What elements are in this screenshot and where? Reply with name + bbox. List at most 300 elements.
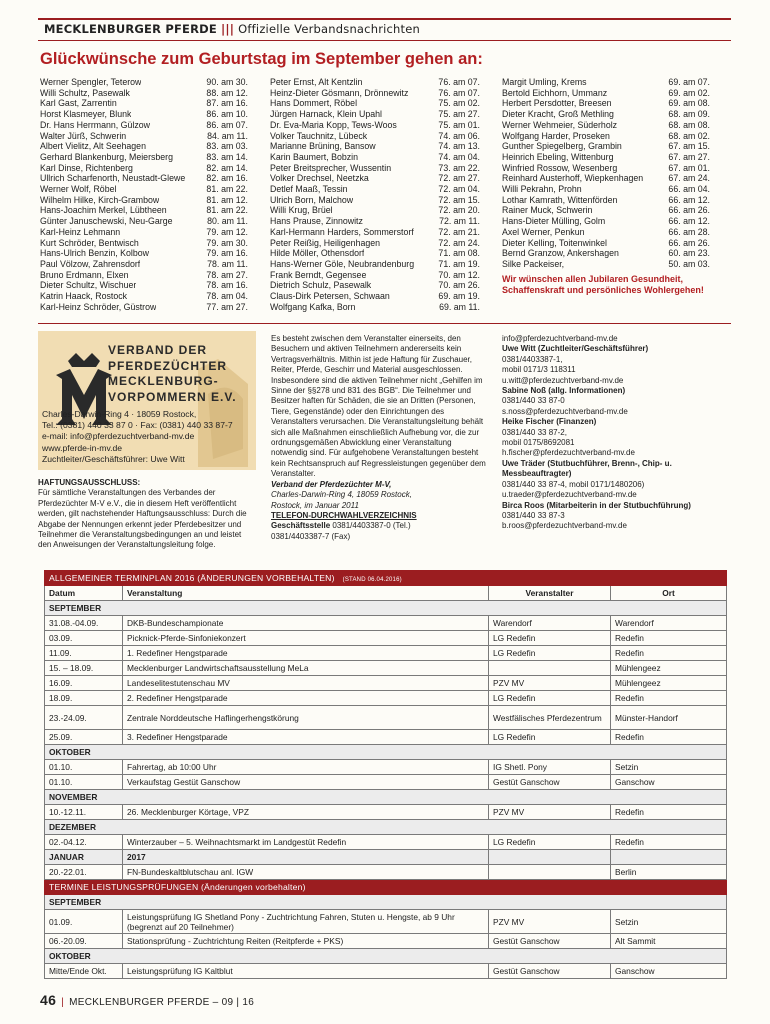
birthday-entry bbox=[270, 184, 480, 195]
event-location: Münster-Handorf bbox=[611, 706, 727, 730]
birthday-name: Albert Vielitz, Alt Seehagen bbox=[40, 141, 146, 152]
event-name: FN-Bundeskaltblutschau anl. IGW bbox=[123, 865, 489, 880]
birthday-age-date: 81. am 12. bbox=[206, 194, 248, 205]
event-organizer: PZV MV bbox=[489, 676, 611, 691]
birthday-entry bbox=[502, 259, 710, 270]
contact-phone: mobil 0175/8692081 bbox=[502, 438, 575, 448]
association-email[interactable]: e-mail: info@pferdezuchtverband-mv.de bbox=[42, 431, 195, 442]
event-location: Ganschow bbox=[611, 964, 727, 979]
event-date: 25.09. bbox=[45, 730, 123, 745]
birthday-age-date: 69. am 19. bbox=[438, 291, 480, 302]
event-date: 20.-22.01. bbox=[45, 865, 123, 880]
event-name: Zentrale Norddeutsche Haflingerhengstkörung bbox=[123, 706, 489, 730]
event-name: 3. Redefiner Hengstparade bbox=[123, 730, 489, 745]
birthday-age-date: 72. am 15. bbox=[438, 194, 480, 205]
birthday-name: Claus-Dirk Petersen, Schwaan bbox=[270, 291, 390, 302]
event-organizer: PZV MV bbox=[489, 805, 611, 820]
birthday-age-date: 70. am 26. bbox=[438, 280, 480, 291]
contact-list bbox=[502, 334, 730, 532]
birthday-entry bbox=[270, 163, 480, 174]
month-label: SEPTEMBER bbox=[45, 895, 727, 910]
birthday-name: Karl Gast, Zarrentin bbox=[40, 98, 117, 109]
contact-email[interactable]: b.roos@pferdezuchtverband-mv.de bbox=[502, 521, 627, 531]
birthday-name: Hans-Ulrich Benzin, Kolbow bbox=[40, 248, 150, 259]
month-row bbox=[45, 601, 727, 616]
event-location: Alt Sammit bbox=[611, 934, 727, 949]
event-location: Redefin bbox=[611, 835, 727, 850]
event-location: Warendorf bbox=[611, 616, 727, 631]
birthday-name: Wolfgang Kafka, Born bbox=[270, 301, 356, 312]
table-row bbox=[45, 730, 727, 745]
birthday-name: Peter Ernst, Alt Kentzlin bbox=[270, 77, 363, 87]
month-row bbox=[45, 745, 727, 760]
birthday-age-date: 90. am 30. bbox=[206, 77, 248, 87]
schedule-banner-text: ALLGEMEINER TERMINPLAN 2016 (ÄNDERUNGEN VORBEHALTEN) bbox=[49, 573, 335, 583]
birthday-name: Heinz-Dieter Gösmann, Drönnewitz bbox=[270, 87, 409, 98]
contact-phone: 0381/440 33 87-2, bbox=[502, 427, 567, 437]
birthday-entry bbox=[502, 131, 710, 142]
birthday-column-2 bbox=[270, 77, 480, 312]
event-date: 31.08.-04.09. bbox=[45, 616, 123, 631]
birthday-name: Bertold Eichhorn, Ummanz bbox=[502, 87, 608, 98]
association-name bbox=[108, 343, 237, 405]
liability-continued bbox=[271, 334, 489, 542]
contact-person: Heike Fischer (Finanzen) bbox=[502, 417, 597, 427]
birthday-age-date: 68. am 02. bbox=[668, 130, 710, 141]
table-row bbox=[45, 676, 727, 691]
magazine-name: MECKLENBURGER PFERDE bbox=[44, 22, 217, 36]
birthday-name: Hans Dommert, Röbel bbox=[270, 98, 358, 109]
birthday-entry bbox=[270, 259, 480, 270]
birthday-name: Jürgen Harnack, Klein Upahl bbox=[270, 109, 382, 120]
event-name: Stationsprüfung - Zuchtrichtung Reiten (Reitpferde + PKS) bbox=[123, 934, 489, 949]
birthday-name: Hans-Dieter Mülling, Golm bbox=[502, 216, 606, 227]
birthday-name: Willi Pekrahn, Prohn bbox=[502, 184, 582, 195]
birthday-entry bbox=[270, 227, 480, 238]
contact-email[interactable]: info@pferdezuchtverband-mv.de bbox=[502, 334, 618, 343]
month-label: SEPTEMBER bbox=[45, 601, 727, 616]
event-location: Mühlengeez bbox=[611, 661, 727, 676]
table-row bbox=[45, 865, 727, 880]
birthday-age-date: 76. am 07. bbox=[438, 87, 480, 98]
birthday-age-date: 66. am 12. bbox=[668, 194, 710, 205]
birthday-name: Werner Wolf, Röbel bbox=[40, 184, 117, 195]
contact-person: Birca Roos (Mitarbeiterin in der Stutbuchführung) bbox=[502, 500, 691, 510]
event-schedule bbox=[44, 570, 726, 979]
event-date: 23.-24.09. bbox=[45, 706, 123, 730]
contact-person: Sabine Noß (allg. Informationen) bbox=[502, 386, 626, 396]
birthday-entry bbox=[40, 259, 248, 270]
birthday-age-date: 77. am 27. bbox=[206, 301, 248, 312]
association-phone: Tel.: (0381) 440 33 87 0 · Fax: (0381) 440 33 87-7 bbox=[42, 420, 233, 431]
event-date: 01.09. bbox=[45, 910, 123, 934]
liability-signature-address: Charles-Darwin-Ring 4, 18059 Rostock, bbox=[271, 490, 412, 500]
birthday-entry bbox=[270, 98, 480, 109]
section-name: Offizielle Verbandsnachrichten bbox=[238, 22, 421, 36]
association-name-line: VORPOMMERN E.V. bbox=[108, 389, 237, 404]
birthday-age-date: 79. am 16. bbox=[206, 248, 248, 259]
month-row bbox=[45, 895, 727, 910]
association-manager: Zuchtleiter/Geschäftsführer: Uwe Witt bbox=[42, 453, 185, 464]
birthday-age-date: 67. am 27. bbox=[668, 151, 710, 162]
schedule-banner bbox=[45, 571, 727, 586]
phone-directory-title: TELEFON-DURCHWAHLVERZEICHNIS bbox=[271, 510, 417, 520]
month-row bbox=[45, 790, 727, 805]
birthday-entry bbox=[40, 120, 248, 131]
birthday-entry bbox=[270, 77, 480, 88]
birthday-age-date: 82. am 16. bbox=[206, 173, 248, 184]
header-rule-bottom bbox=[38, 40, 731, 41]
event-name: Winterzauber – 5. Weihnachtsmarkt im Landgestüt Redefin bbox=[123, 835, 489, 850]
birthday-name: Walter Jürß, Schwerin bbox=[40, 130, 127, 141]
birthday-name: Wolfgang Harder, Proseken bbox=[502, 130, 610, 141]
birthday-name: Karl-Hermann Harders, Sommerstorf bbox=[270, 226, 414, 237]
table-row bbox=[45, 835, 727, 850]
event-organizer: Gestüt Ganschow bbox=[489, 934, 611, 949]
birthday-wish: Wir wünschen allen Jubilaren Gesundheit, Schaffenskraft und persönliches Wohlergehen! bbox=[502, 273, 704, 295]
event-date: 02.-04.12. bbox=[45, 835, 123, 850]
event-table bbox=[44, 570, 727, 979]
contact-email[interactable]: h.fischer@pferdezuchtverband-mv.de bbox=[502, 448, 635, 458]
birthday-name: Volker Tauchnitz, Lübeck bbox=[270, 130, 368, 141]
birthday-entry bbox=[502, 173, 710, 184]
birthday-name: Heinrich Ebeling, Wittenburg bbox=[502, 151, 614, 162]
event-name: Leistungsprüfung IG Kaltblut bbox=[123, 964, 489, 979]
birthday-age-date: 74. am 06. bbox=[438, 130, 480, 141]
liability-signature-date: Rostock, im Januar 2011 bbox=[271, 500, 359, 510]
birthday-name: Dr. Eva-Maria Kopp, Tews-Woos bbox=[270, 119, 397, 130]
birthday-name: Volker Drechsel, Neetzka bbox=[270, 173, 369, 184]
event-name: Picknick-Pferde-Sinfoniekonzert bbox=[123, 631, 489, 646]
birthday-name: Lothar Kamrath, Wittenförden bbox=[502, 194, 618, 205]
birthday-name: Dietrich Schulz, Pasewalk bbox=[270, 280, 372, 291]
birthday-entry bbox=[502, 120, 710, 131]
birthday-name: Karl-Heinz Lehmann bbox=[40, 226, 121, 237]
birthday-name: Detlef Maaß, Tessin bbox=[270, 184, 348, 195]
table-row bbox=[45, 805, 727, 820]
birthday-name: Hilde Möller, Othensdorf bbox=[270, 248, 365, 259]
birthday-title: Glückwünsche zum Geburtstag im September gehen an: bbox=[40, 50, 483, 68]
birthday-name: Hans-Joachim Merkel, Lübtheen bbox=[40, 205, 167, 216]
contact-phone: 0381/4403387-1, bbox=[502, 354, 563, 364]
month-label: JANUAR bbox=[45, 850, 123, 865]
birthday-entry bbox=[270, 131, 480, 142]
birthday-name: Willi Krug, Brüel bbox=[270, 205, 333, 216]
event-organizer: IG Shetl. Pony bbox=[489, 760, 611, 775]
birthday-age-date: 75. am 01. bbox=[438, 119, 480, 130]
birthday-name: Wilhelm Hilke, Kirch-Grambow bbox=[40, 194, 160, 205]
birthday-age-date: 83. am 03. bbox=[206, 141, 248, 152]
birthday-name: Dieter Schultz, Wischuer bbox=[40, 280, 137, 291]
contact-email[interactable]: u.witt@pferdezuchtverband-mv.de bbox=[502, 375, 624, 385]
birthday-age-date: 74. am 04. bbox=[438, 151, 480, 162]
birthday-entry bbox=[270, 109, 480, 120]
birthday-column-1 bbox=[40, 77, 248, 312]
birthday-entry bbox=[502, 77, 710, 88]
table-row bbox=[45, 775, 727, 790]
birthday-entry bbox=[40, 184, 248, 195]
birthday-age-date: 78. am 27. bbox=[206, 269, 248, 280]
birthday-name: Werner Spengler, Teterow bbox=[40, 77, 142, 87]
event-organizer: Gestüt Ganschow bbox=[489, 775, 611, 790]
event-location: Redefin bbox=[611, 730, 727, 745]
birthday-name: Hans-Werner Göle, Neubrandenburg bbox=[270, 258, 415, 269]
liability-text: Für sämtliche Veranstaltungen des Verbandes der Pferdezüchter M-V e.V., die in diesem Heft veröffentlicht werden, gilt nachstehender Haftungsausschluss: Durch die Abgabe der Nennungen erkennt jeder Pferdebesitzer und Teilnehmer die Veranstaltungsbedingungen an und leistet den Anweisungen der Veranstaltungsleitung folge. bbox=[38, 488, 247, 550]
birthday-entry bbox=[40, 291, 248, 302]
birthday-entry bbox=[502, 216, 710, 227]
birthday-entry bbox=[270, 270, 480, 281]
birthday-entry bbox=[270, 280, 480, 291]
birthday-entry bbox=[40, 195, 248, 206]
birthday-name: Ulrich Born, Malchow bbox=[270, 194, 354, 205]
birthday-entry bbox=[40, 163, 248, 174]
association-website[interactable]: www.pferde-in-mv.de bbox=[42, 442, 123, 453]
footer-text: MECKLENBURGER PFERDE – 09 | 16 bbox=[69, 997, 255, 1008]
birthday-name: Herbert Persdotter, Breesen bbox=[502, 98, 612, 109]
contact-email[interactable]: u.traeder@pferdezuchtverband-mv.de bbox=[502, 490, 637, 500]
birthday-name: Marianne Brüning, Bansow bbox=[270, 141, 376, 152]
birthday-age-date: 73. am 22. bbox=[438, 162, 480, 173]
birthday-entry bbox=[40, 238, 248, 249]
event-organizer: LG Redefin bbox=[489, 730, 611, 745]
event-organizer: Westfälisches Pferdezentrum bbox=[489, 706, 611, 730]
table-row bbox=[45, 691, 727, 706]
event-location: Redefin bbox=[611, 805, 727, 820]
birthday-entry bbox=[270, 141, 480, 152]
event-date: 11.09. bbox=[45, 646, 123, 661]
birthday-age-date: 66. am 28. bbox=[668, 226, 710, 237]
liability-signature: Verband der Pferdezüchter M-V, bbox=[271, 479, 392, 489]
event-organizer bbox=[489, 865, 611, 880]
event-location: Redefin bbox=[611, 631, 727, 646]
birthday-entry bbox=[502, 163, 710, 174]
event-location: Redefin bbox=[611, 691, 727, 706]
contact-phone: 0381/440 33 87-0 bbox=[502, 396, 565, 406]
phone-directory-office-label: Geschäftsstelle bbox=[271, 521, 331, 531]
event-name: DKB-Bundeschampionate bbox=[123, 616, 489, 631]
birthday-entry bbox=[270, 120, 480, 131]
birthday-name: Reinhard Austerhoff, Wiepkenhagen bbox=[502, 173, 644, 184]
birthday-age-date: 71. am 19. bbox=[438, 258, 480, 269]
birthday-entry bbox=[40, 280, 248, 291]
association-name-line: PFERDEZÜCHTER bbox=[108, 358, 228, 373]
birthday-age-date: 72. am 11. bbox=[439, 216, 480, 227]
contact-email[interactable]: s.noss@pferdezuchtverband-mv.de bbox=[502, 406, 628, 416]
birthday-age-date: 72. am 27. bbox=[438, 173, 480, 184]
event-organizer: LG Redefin bbox=[489, 631, 611, 646]
event-location: Mühlengeez bbox=[611, 676, 727, 691]
birthday-name: Gunther Spiegelberg, Grambin bbox=[502, 141, 622, 152]
birthday-age-date: 60. am 23. bbox=[668, 248, 710, 259]
birthday-name: Margit Umling, Krems bbox=[502, 77, 587, 87]
event-organizer bbox=[489, 661, 611, 676]
birthday-entry bbox=[40, 173, 248, 184]
column-header-date: Datum bbox=[45, 586, 123, 601]
contact-person: Uwe Witt (Zuchtleiter/Geschäftsführer) bbox=[502, 344, 649, 354]
page-number: 46 bbox=[40, 992, 57, 1008]
birthday-column-3 bbox=[502, 77, 710, 296]
section-divider bbox=[38, 323, 731, 324]
event-name: Leistungsprüfung IG Shetland Pony - Zuchtrichtung Fahren, Stuten u. Hengste, ab 9 Uhr (begrenzt auf 20 Teilnehmer) bbox=[123, 910, 489, 934]
empty-cell bbox=[489, 850, 611, 865]
table-row bbox=[45, 910, 727, 934]
association-name-line: VERBAND DER bbox=[108, 343, 208, 357]
column-header-location: Ort bbox=[611, 586, 727, 601]
birthday-entry bbox=[40, 302, 248, 313]
event-name: Fahrertag, ab 10:00 Uhr bbox=[123, 760, 489, 775]
birthday-entry bbox=[502, 238, 710, 249]
birthday-entry bbox=[40, 248, 248, 259]
birthday-age-date: 69. am 02. bbox=[668, 87, 710, 98]
birthday-age-date: 67. am 24. bbox=[668, 173, 710, 184]
table-row bbox=[45, 661, 727, 676]
association-address: Charles-Darwin-Ring 4 · 18059 Rostock, bbox=[42, 409, 197, 419]
birthday-age-date: 87. am 16. bbox=[206, 98, 248, 109]
birthday-age-date: 86. am 07. bbox=[206, 119, 248, 130]
birthday-entry bbox=[270, 216, 480, 227]
phone-directory-fax: 0381/4403387-7 (Fax) bbox=[271, 531, 351, 541]
birthday-entry bbox=[270, 152, 480, 163]
birthday-age-date: 69. am 07. bbox=[668, 77, 710, 87]
birthday-name: Rainer Muck, Schwerin bbox=[502, 205, 593, 216]
birthday-name: Dieter Kracht, Groß Methling bbox=[502, 109, 614, 120]
page-header bbox=[0, 0, 770, 44]
contact-phone: mobil 0171/3 118311 bbox=[502, 365, 576, 375]
birthday-age-date: 72. am 24. bbox=[438, 237, 480, 248]
birthday-name: Werner Wehmeier, Süderholz bbox=[502, 119, 618, 130]
event-name: Landeselitestutenschau MV bbox=[123, 676, 489, 691]
birthday-name: Dr. Hans Herrmann, Gülzow bbox=[40, 119, 150, 130]
contact-phone: 0381/440 33 87-4, mobil 0171/1480206) bbox=[502, 479, 645, 489]
event-name: Mecklenburger Landwirtschaftsausstellung MeLa bbox=[123, 661, 489, 676]
birthday-age-date: 71. am 08. bbox=[438, 248, 480, 259]
event-name: 2. Redefiner Hengstparade bbox=[123, 691, 489, 706]
event-date: 10.-12.11. bbox=[45, 805, 123, 820]
event-date: 03.09. bbox=[45, 631, 123, 646]
event-date: 06.-20.09. bbox=[45, 934, 123, 949]
table-row bbox=[45, 760, 727, 775]
birthday-entry bbox=[502, 227, 710, 238]
birthday-entry bbox=[270, 302, 480, 313]
birthday-entry bbox=[502, 109, 710, 120]
birthday-name: Günter Januschewski, Neu-Garge bbox=[40, 216, 173, 227]
birthday-age-date: 72. am 21. bbox=[438, 226, 480, 237]
birthday-name: Silke Packeiser, bbox=[502, 258, 565, 269]
header-rule bbox=[38, 18, 731, 20]
table-row bbox=[45, 706, 727, 730]
birthday-entry bbox=[270, 238, 480, 249]
month-label: OKTOBER bbox=[45, 745, 727, 760]
birthday-age-date: 50. am 03. bbox=[668, 258, 710, 269]
birthday-age-date: 66. am 12. bbox=[668, 216, 710, 227]
birthday-age-date: 74. am 13. bbox=[438, 141, 480, 152]
birthday-age-date: 84. am 11. bbox=[207, 130, 248, 141]
birthday-age-date: 78. am 04. bbox=[206, 291, 248, 302]
birthday-age-date: 66. am 26. bbox=[668, 237, 710, 248]
birthday-age-date: 86. am 10. bbox=[206, 109, 248, 120]
year-label: 2017 bbox=[123, 850, 489, 865]
birthday-name: Katrin Haack, Rostock bbox=[40, 291, 128, 302]
month-label: OKTOBER bbox=[45, 949, 727, 964]
birthday-name: Gerhard Blankenburg, Meiersberg bbox=[40, 151, 174, 162]
event-organizer: LG Redefin bbox=[489, 646, 611, 661]
birthday-entry bbox=[40, 77, 248, 88]
birthday-name: Frank Berndt, Gegensee bbox=[270, 269, 367, 280]
birthday-age-date: 75. am 27. bbox=[438, 109, 480, 120]
schedule-banner-tests-text: TERMINE LEISTUNGSPRÜFUNGEN (Änderungen vorbehalten) bbox=[45, 880, 727, 895]
table-row bbox=[45, 934, 727, 949]
birthday-entry bbox=[40, 152, 248, 163]
birthday-entry bbox=[502, 205, 710, 216]
birthday-name: Paul Völzow, Zahrensdorf bbox=[40, 258, 141, 269]
event-location: Setzin bbox=[611, 760, 727, 775]
birthday-age-date: 67. am 01. bbox=[668, 162, 710, 173]
event-name: 26. Mecklenburger Körtage, VPZ bbox=[123, 805, 489, 820]
month-row bbox=[45, 949, 727, 964]
birthday-entry bbox=[270, 173, 480, 184]
table-row bbox=[45, 631, 727, 646]
association-contact bbox=[42, 409, 233, 465]
birthday-entry bbox=[502, 248, 710, 259]
event-location: Setzin bbox=[611, 910, 727, 934]
event-name: Verkaufstag Gestüt Ganschow bbox=[123, 775, 489, 790]
header-text bbox=[44, 22, 420, 36]
birthday-entry bbox=[502, 195, 710, 206]
birthday-name: Winfried Rossow, Wesenberg bbox=[502, 162, 618, 173]
table-row bbox=[45, 646, 727, 661]
birthday-age-date: 83. am 14. bbox=[206, 151, 248, 162]
birthday-age-date: 81. am 22. bbox=[206, 205, 248, 216]
birthday-entry bbox=[502, 141, 710, 152]
birthday-entry bbox=[40, 205, 248, 216]
birthday-entry bbox=[270, 205, 480, 216]
association-box bbox=[38, 331, 256, 470]
birthday-entry bbox=[40, 98, 248, 109]
contact-phone: 0381/440 33 87-3 bbox=[502, 510, 565, 520]
birthday-age-date: 78. am 16. bbox=[206, 280, 248, 291]
birthday-age-date: 68. am 08. bbox=[668, 119, 710, 130]
schedule-banner-tests bbox=[45, 880, 727, 895]
birthday-age-date: 80. am 11. bbox=[207, 216, 248, 227]
birthday-name: Bernd Granzow, Ankershagen bbox=[502, 248, 619, 259]
event-organizer: PZV MV bbox=[489, 910, 611, 934]
association-name-line: MECKLENBURG- bbox=[108, 374, 219, 388]
birthday-entry bbox=[40, 88, 248, 99]
event-name: 1. Redefiner Hengstparade bbox=[123, 646, 489, 661]
birthday-name: Axel Werner, Penkun bbox=[502, 226, 585, 237]
birthday-age-date: 70. am 12. bbox=[438, 269, 480, 280]
birthday-entry bbox=[502, 98, 710, 109]
birthday-name: Dieter Kelling, Toitenwinkel bbox=[502, 237, 607, 248]
page-footer: 46 | MECKLENBURGER PFERDE – 09 | 16 bbox=[40, 992, 255, 1008]
birthday-entry bbox=[270, 248, 480, 259]
birthday-name: Bruno Erdmann, Elxen bbox=[40, 269, 129, 280]
month-row bbox=[45, 820, 727, 835]
event-date: 15. – 18.09. bbox=[45, 661, 123, 676]
birthday-entry bbox=[40, 109, 248, 120]
birthday-entry bbox=[40, 270, 248, 281]
birthday-entry bbox=[40, 131, 248, 142]
birthday-entry bbox=[270, 291, 480, 302]
birthday-entry bbox=[502, 152, 710, 163]
birthday-age-date: 72. am 20. bbox=[438, 205, 480, 216]
birthday-age-date: 68. am 09. bbox=[668, 109, 710, 120]
contact-person: Uwe Träder (Stutbuchführer, Brenn-, Chip- u. Messbeauftragter) bbox=[502, 458, 672, 479]
birthday-age-date: 82. am 14. bbox=[206, 162, 248, 173]
month-label: NOVEMBER bbox=[45, 790, 727, 805]
column-header-organizer: Veranstalter bbox=[489, 586, 611, 601]
liability-notice bbox=[38, 478, 256, 551]
